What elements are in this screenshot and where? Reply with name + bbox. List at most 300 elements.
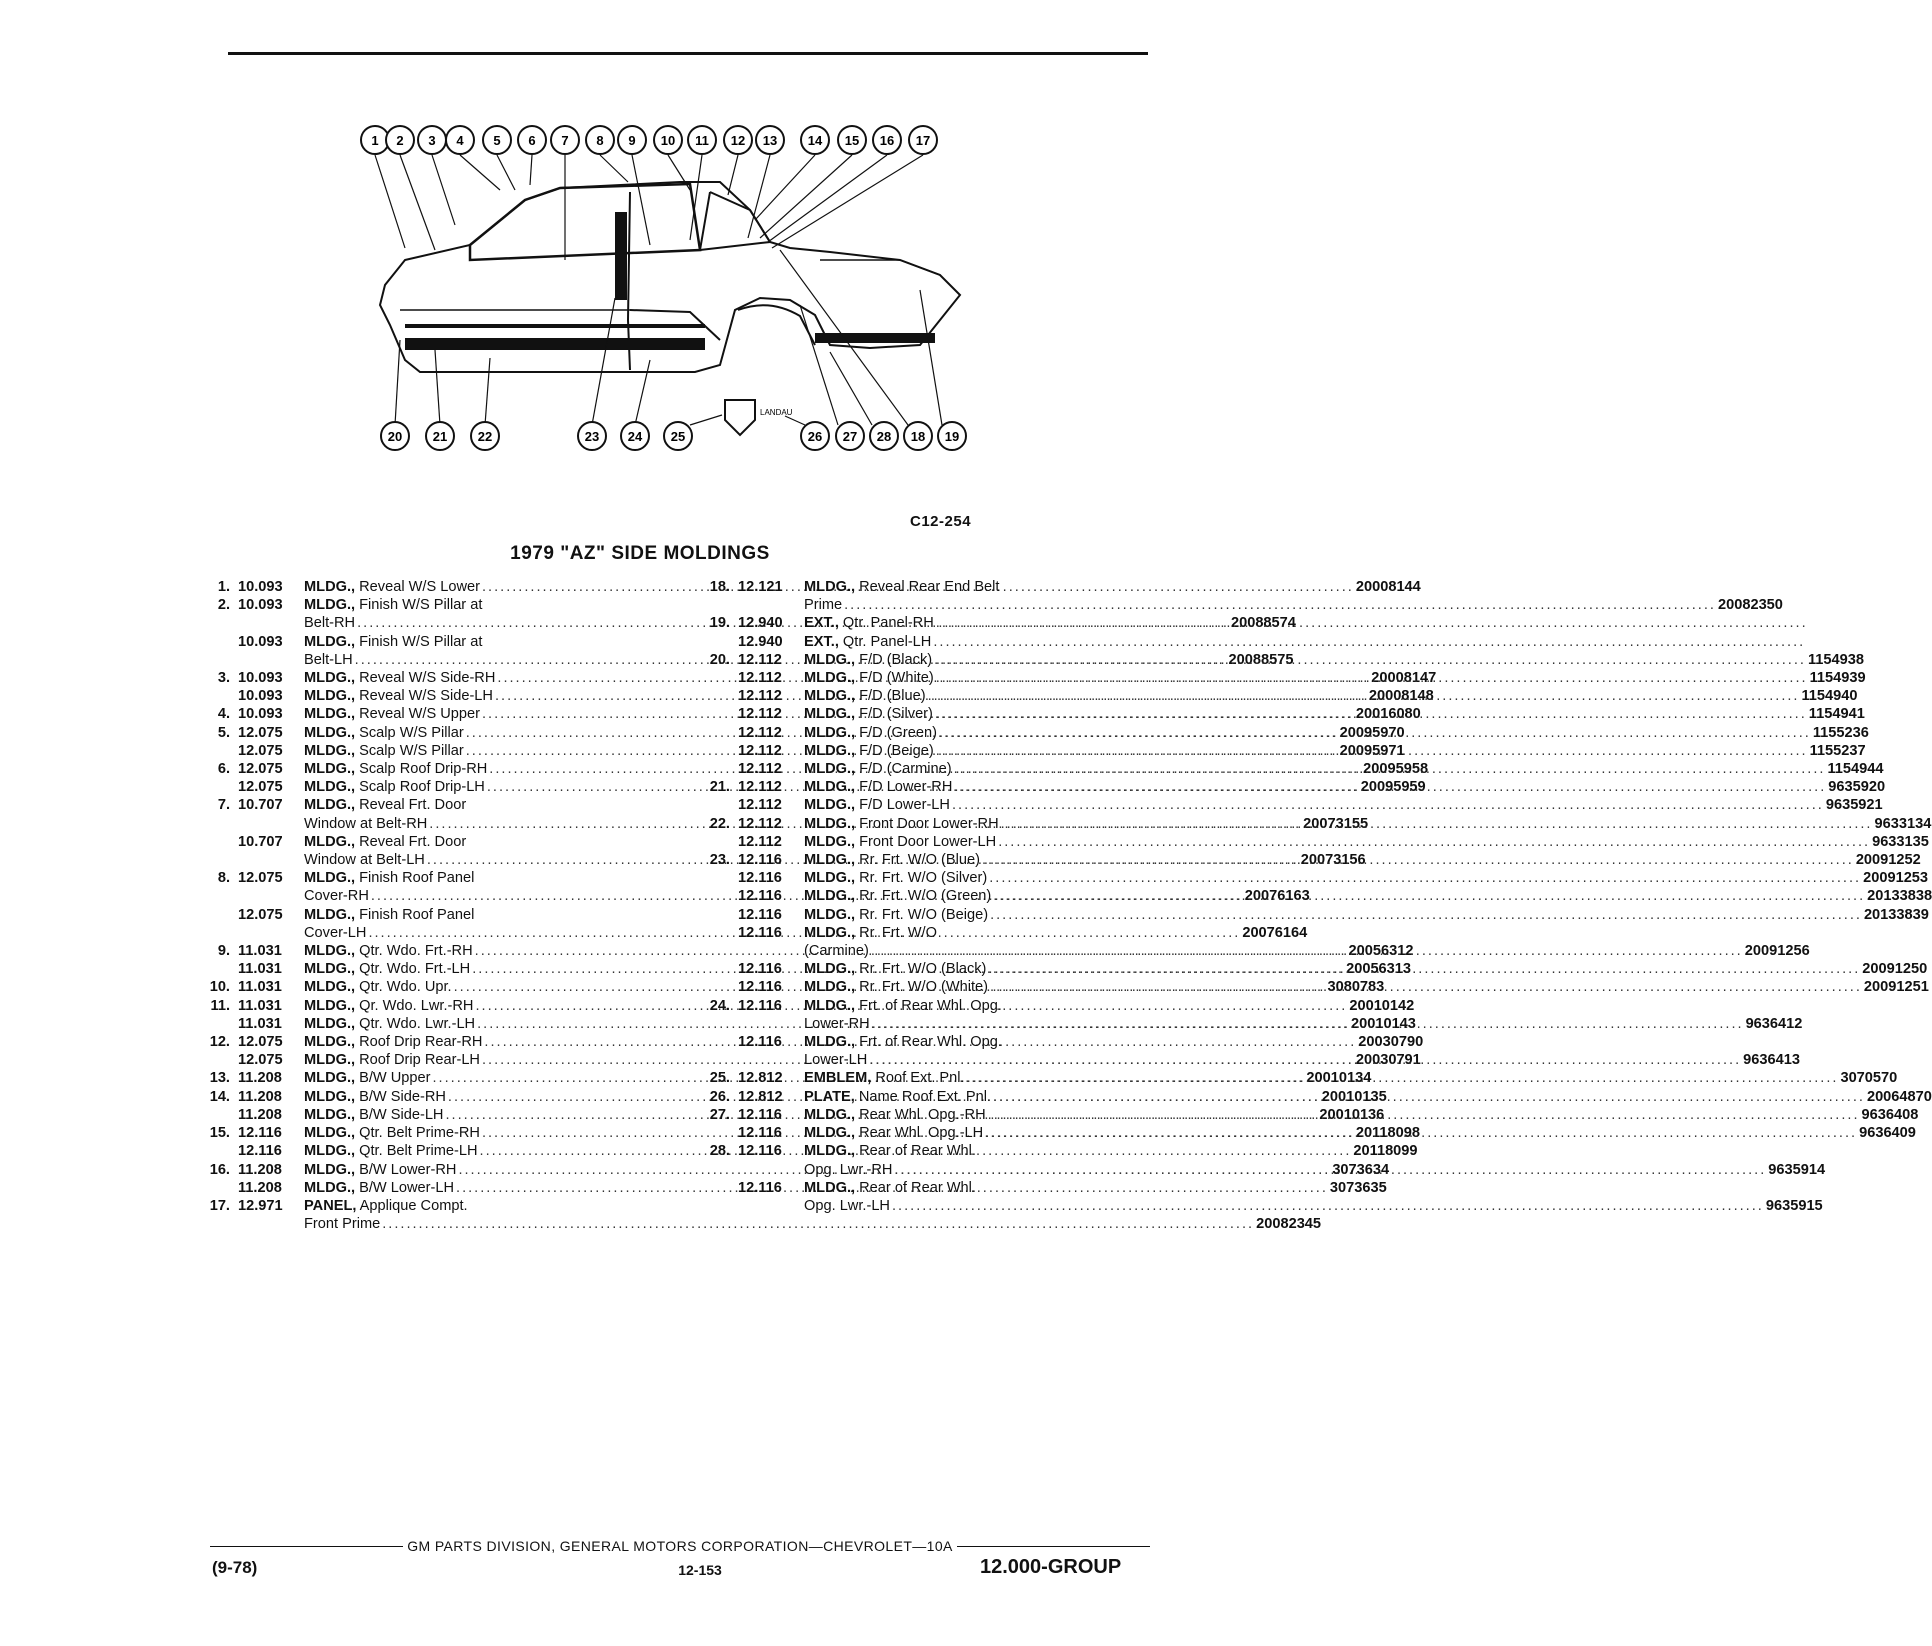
part-type: MLDG., <box>304 1052 356 1069</box>
description-line <box>804 778 1885 796</box>
dot-leader <box>939 724 1811 742</box>
description-text <box>804 778 952 796</box>
group-number: 10.093 <box>238 670 283 687</box>
description-text <box>804 1179 976 1197</box>
item-number <box>200 1106 238 1124</box>
description-text <box>304 1015 475 1033</box>
description-line <box>804 997 1802 1015</box>
part-name: Qtr. Belt Prime-RH <box>355 1125 480 1142</box>
part-description <box>804 869 1928 887</box>
description-line <box>804 578 1783 596</box>
group-number: 12.112 <box>738 724 782 741</box>
part-number: 1154941 <box>1808 706 1865 723</box>
part-type: EXT., <box>804 615 839 632</box>
description-text <box>304 1051 480 1069</box>
dot-leader <box>952 796 1824 814</box>
part-number: 20076164 <box>1242 924 1308 941</box>
description-text <box>304 669 495 687</box>
group-number: 12.112 <box>738 761 782 778</box>
part-name: Rr. Frt. W/O (Blue) <box>855 852 980 869</box>
part-name: B/W Upper <box>355 1070 431 1087</box>
description-text <box>304 906 474 924</box>
part-number: 20095958 <box>1363 761 1429 778</box>
part-number: 20064870 <box>1866 1088 1932 1105</box>
description-line <box>804 1197 1823 1215</box>
part-number: 9636409 <box>1859 1125 1916 1142</box>
part-name: Reveal W/S Lower <box>355 579 480 595</box>
part-name: Reveal W/S Side-RH <box>355 670 496 687</box>
description-line <box>804 687 1858 705</box>
description-text <box>804 960 986 978</box>
part-name: Front Door Lower-RH <box>855 815 999 832</box>
part-type: MLDG., <box>304 1143 356 1160</box>
description-line <box>804 1179 1823 1197</box>
part-name: Name Roof Ext. Pnl. <box>854 1088 992 1105</box>
description-text <box>304 760 487 778</box>
part-number: 20091250 <box>1862 961 1928 978</box>
part-name: F/D (Green) <box>855 724 937 741</box>
dot-leader <box>894 1161 1766 1179</box>
dot-leader <box>967 1069 1839 1087</box>
description-text <box>304 633 482 651</box>
part-description <box>804 705 1865 723</box>
item-number: 14. <box>209 1088 230 1105</box>
group-number: 12.112 <box>738 706 782 723</box>
item-number <box>700 869 738 887</box>
group-number: 12.116 <box>738 888 782 905</box>
group-number: 12.116 <box>738 852 782 869</box>
description-text <box>304 815 427 833</box>
callout-number: 16 <box>879 133 895 148</box>
item-number <box>700 924 738 960</box>
part-number: 1155236 <box>1812 724 1869 741</box>
part-number: 9635920 <box>1828 779 1886 796</box>
callout-number: 6 <box>528 133 536 148</box>
description-text <box>804 1161 892 1179</box>
part-type: MLDG., <box>804 742 856 759</box>
part-name: F/D (Silver) <box>855 706 933 723</box>
item-number: 17. <box>209 1197 230 1214</box>
part-description <box>804 578 1783 614</box>
description-line <box>804 960 1927 978</box>
part-number: 20008147 <box>1371 670 1437 687</box>
callout-number: 8 <box>596 133 604 148</box>
item-number: 4. <box>217 706 230 723</box>
callout-number: 1 <box>371 133 379 148</box>
part-type: MLDG., <box>304 1106 356 1123</box>
part-type: MLDG., <box>304 706 356 723</box>
callout-number: 12 <box>730 133 746 148</box>
part-number: 9635915 <box>1765 1197 1823 1214</box>
part-type: MLDG., <box>304 1161 356 1178</box>
item-number <box>700 633 738 651</box>
description-text <box>804 942 869 960</box>
part-name: Lower-RH <box>804 1015 870 1032</box>
part-description <box>804 887 1932 905</box>
part-type: MLDG., <box>804 888 856 905</box>
part-name: F/D (Blue) <box>855 688 926 705</box>
part-name: F/D Lower-LH <box>855 797 950 814</box>
callout-number: 23 <box>584 429 600 444</box>
group-number: 10.093 <box>238 706 283 723</box>
item-number <box>700 705 738 723</box>
group-number: 12.116 <box>738 997 782 1014</box>
dot-leader <box>872 1015 1744 1033</box>
footer-division: GM PARTS DIVISION, GENERAL MOTORS CORPORATION—CHEVROLET—10A <box>407 1538 953 1554</box>
part-type: MLDG., <box>304 742 356 759</box>
dot-leader <box>993 1088 1865 1106</box>
part-name: Rr. Frt. W/O (Beige) <box>855 906 989 923</box>
part-name: Scalp W/S Pillar <box>355 724 464 741</box>
part-number: 20133839 <box>1863 906 1929 923</box>
part-description <box>804 669 1866 687</box>
part-number: 9636408 <box>1861 1106 1919 1123</box>
group-number: 12.075 <box>238 870 283 887</box>
part-type: MLDG., <box>804 924 856 941</box>
description-line <box>804 1069 1897 1087</box>
part-type: MLDG., <box>804 1034 856 1051</box>
part-number: 1155237 <box>1809 742 1866 759</box>
parts-entry <box>700 869 1929 887</box>
group-code: 12.000-GROUP <box>980 1556 1122 1578</box>
group-number: 11.208 <box>238 1106 282 1123</box>
callout-number: 19 <box>944 429 960 444</box>
description-text <box>304 651 353 669</box>
item-number <box>700 1124 738 1142</box>
part-number: 20010143 <box>1350 1015 1416 1032</box>
part-description <box>804 760 1883 778</box>
description-line <box>804 924 1810 942</box>
part-name: Frt. of Rear Whl. Opg. <box>855 1034 1002 1051</box>
part-type: MLDG., <box>304 997 356 1014</box>
part-number: 20030791 <box>1355 1052 1421 1069</box>
part-type: MLDG., <box>304 579 356 595</box>
part-description <box>804 633 1190 651</box>
part-name: B/W Lower-LH <box>355 1179 455 1196</box>
part-number: 9635914 <box>1768 1161 1826 1178</box>
callout-number: 17 <box>915 133 931 148</box>
dot-leader <box>998 833 1870 851</box>
group-number: 12.112 <box>738 688 782 705</box>
description-line <box>804 1033 1800 1051</box>
part-type: MLDG., <box>304 779 356 796</box>
part-number: 1154940 <box>1801 688 1858 705</box>
part-number: 20088575 <box>1228 651 1294 668</box>
part-number: 20095971 <box>1339 742 1405 759</box>
part-number: 20056313 <box>1346 961 1412 978</box>
description-text <box>804 815 999 833</box>
item-number <box>700 833 738 851</box>
item-number <box>700 724 738 742</box>
description-line <box>804 869 1928 887</box>
part-number: 1154944 <box>1827 761 1884 778</box>
group-number: 10.093 <box>238 597 283 614</box>
dot-leader <box>933 633 1023 651</box>
part-type: MLDG., <box>304 961 356 978</box>
part-number: 3073635 <box>1329 1179 1387 1196</box>
group-number: 12.116 <box>738 1034 782 1051</box>
description-text <box>804 833 996 851</box>
part-name: F/D (Carmine) <box>855 761 952 778</box>
group-number: 12.112 <box>738 742 782 759</box>
description-text <box>304 833 466 851</box>
item-number <box>200 633 238 669</box>
group-number: 11.031 <box>238 979 282 996</box>
part-type: MLDG., <box>804 1179 856 1196</box>
part-description <box>804 1069 1897 1087</box>
part-name: Finish Roof Panel <box>355 906 475 923</box>
date-code: (9-78) <box>212 1558 258 1577</box>
description-text <box>804 851 980 869</box>
description-line <box>804 851 1921 869</box>
description-text <box>804 1142 976 1160</box>
part-name: B/W Side-LH <box>355 1106 444 1123</box>
part-name: Finish W/S Pillar at <box>355 597 483 614</box>
part-description <box>804 614 1190 632</box>
part-name: Cover-RH <box>304 888 369 905</box>
group-number: 12.116 <box>738 870 782 887</box>
part-name: Reveal W/S Side-LH <box>355 688 493 705</box>
part-number: 20056312 <box>1348 943 1414 960</box>
dot-leader <box>990 978 1862 996</box>
part-name: Rear Whl. Opg.-RH <box>855 1106 986 1123</box>
group-number: 11.208 <box>238 1088 282 1105</box>
dot-leader <box>989 869 1861 887</box>
description-line <box>804 1106 1918 1124</box>
group-number: 12.812 <box>738 1088 783 1105</box>
callout-number: 13 <box>762 133 778 148</box>
item-number <box>700 669 738 687</box>
description-text <box>304 778 485 796</box>
part-number: 20010136 <box>1319 1106 1385 1123</box>
item-number: 25. <box>709 1070 730 1087</box>
part-description <box>804 833 1929 851</box>
description-text <box>804 651 932 669</box>
item-number: 27. <box>709 1106 730 1123</box>
footer-rule-left <box>210 1546 403 1547</box>
group-number: 12.116 <box>238 1125 282 1142</box>
group-number: 10.093 <box>238 633 283 650</box>
description-text <box>304 869 474 887</box>
description-text <box>304 942 473 960</box>
callout-number: 28 <box>876 429 892 444</box>
part-name: Scalp Roof Drip-RH <box>355 761 488 778</box>
part-description <box>804 960 1927 978</box>
description-text <box>804 1051 867 1069</box>
item-number: 13. <box>209 1070 230 1087</box>
group-number: 10.093 <box>238 579 283 595</box>
part-description <box>804 1142 1825 1178</box>
item-number: 12. <box>209 1034 230 1051</box>
description-text <box>304 1215 380 1233</box>
group-number: 11.208 <box>238 1179 282 1196</box>
part-name: Applique Compt. <box>356 1197 468 1214</box>
part-name: Cover-LH <box>304 924 367 941</box>
description-text <box>304 742 464 760</box>
description-text <box>304 1033 482 1051</box>
part-description <box>804 924 1810 960</box>
description-text <box>304 1161 456 1179</box>
group-number: 12.116 <box>738 1179 782 1196</box>
description-text <box>804 578 999 596</box>
group-number: 12.116 <box>738 1143 782 1160</box>
part-type: MLDG., <box>304 1088 356 1105</box>
item-number <box>700 1033 738 1069</box>
description-text <box>804 1088 991 1106</box>
description-line <box>804 651 1864 669</box>
part-number: 9635921 <box>1825 797 1883 814</box>
group-number: 12.116 <box>738 1106 782 1123</box>
part-description <box>804 778 1885 796</box>
part-description <box>804 851 1921 869</box>
group-number: 10.707 <box>238 797 283 814</box>
dot-leader <box>844 596 1716 614</box>
description-text <box>804 669 934 687</box>
item-number: 6. <box>217 761 230 778</box>
part-type: MLDG., <box>304 761 356 778</box>
item-number <box>200 1179 238 1197</box>
part-name: Qtr. Panel-RH <box>838 615 934 632</box>
item-number <box>700 760 738 778</box>
bottom-callouts <box>381 422 966 450</box>
item-number <box>200 960 238 978</box>
parts-entry <box>700 906 1929 924</box>
part-description <box>804 796 1883 814</box>
part-name: Roof Ext. Pnl. <box>871 1070 965 1087</box>
group-number: 11.208 <box>238 1161 282 1178</box>
part-name: Qtr. Wdo. Frt.-RH <box>355 943 473 960</box>
part-description <box>804 1124 1916 1142</box>
part-type: MLDG., <box>304 1179 356 1196</box>
part-number: 20010134 <box>1306 1070 1372 1087</box>
callout-number: 4 <box>456 133 464 148</box>
description-text <box>304 796 466 814</box>
item-number <box>700 796 738 814</box>
group-number: 12.075 <box>238 906 283 923</box>
part-name: (Carmine) <box>804 943 869 960</box>
part-number: 3070570 <box>1840 1070 1898 1087</box>
item-number <box>700 887 738 905</box>
description-text <box>304 924 366 942</box>
dot-leader <box>954 760 1826 778</box>
description-text <box>304 705 480 723</box>
description-line <box>804 724 1869 742</box>
callout-number: 22 <box>477 429 493 444</box>
part-number: 20073155 <box>1303 815 1369 832</box>
group-number: 12.116 <box>738 924 782 941</box>
group-number: 12.112 <box>738 815 782 832</box>
item-number: 11. <box>210 997 230 1014</box>
description-text <box>804 869 987 887</box>
part-name: B/W Side-RH <box>355 1088 446 1105</box>
description-line <box>804 887 1932 905</box>
group-number: 12.112 <box>738 651 782 668</box>
part-type: MLDG., <box>804 870 856 887</box>
part-name: F/D (White) <box>855 670 934 687</box>
dot-leader <box>990 906 1862 924</box>
part-type: MLDG., <box>804 979 856 996</box>
group-number: 12.112 <box>738 779 782 796</box>
parts-entry <box>700 614 1190 632</box>
description-line <box>804 815 1931 833</box>
side-moldings-diagram <box>360 120 1020 500</box>
dot-leader <box>382 1215 1254 1233</box>
part-name: Reveal W/S Upper <box>355 706 480 723</box>
part-type: MLDG., <box>804 779 856 796</box>
description-line <box>304 1215 1321 1233</box>
description-line <box>804 1015 1802 1033</box>
part-name: Qtr. Belt Prime-LH <box>355 1143 478 1160</box>
description-text <box>304 960 470 978</box>
description-text <box>304 687 493 705</box>
part-number: 20082345 <box>1256 1216 1322 1233</box>
description-text <box>304 1106 443 1124</box>
part-type: MLDG., <box>804 670 856 687</box>
callout-number: 5 <box>493 133 501 148</box>
part-number: 9633135 <box>1872 833 1929 850</box>
dot-leader <box>871 942 1743 960</box>
part-number: 20091252 <box>1855 852 1921 869</box>
item-number <box>200 906 238 942</box>
part-number: 20082350 <box>1717 597 1783 614</box>
part-number: 20088574 <box>1230 615 1296 632</box>
part-name: Finish W/S Pillar at <box>355 633 483 650</box>
part-name: Front Prime <box>304 1216 381 1233</box>
part-name: Reveal Frt. Door <box>355 833 467 850</box>
part-description <box>804 1088 1932 1106</box>
part-type: MLDG., <box>304 688 356 705</box>
description-text <box>804 1124 983 1142</box>
part-number: 20091256 <box>1744 943 1810 960</box>
item-number: 7. <box>217 797 230 814</box>
part-name: Scalp Roof Drip-LH <box>355 779 485 796</box>
part-name: Opg. Lwr.-RH <box>804 1161 893 1178</box>
part-type: EMBLEM, <box>804 1070 872 1087</box>
part-type: MLDG., <box>304 1034 356 1051</box>
footer-rule-right <box>957 1546 1150 1547</box>
description-text <box>804 997 1002 1015</box>
description-text <box>304 596 482 614</box>
part-type: MLDG., <box>804 651 856 668</box>
part-description <box>804 742 1866 760</box>
top-callouts <box>361 126 937 154</box>
part-number: 1154939 <box>1809 670 1866 687</box>
figure-code: C12-254 <box>910 513 972 530</box>
part-name: Rr. Frt. W/O (White) <box>855 979 989 996</box>
item-number <box>200 833 238 869</box>
part-description <box>804 651 1864 669</box>
part-name: Belt-RH <box>304 615 356 632</box>
callout-number: 24 <box>627 429 643 444</box>
description-text <box>304 1142 478 1160</box>
item-number: 19. <box>709 615 730 632</box>
description-line <box>804 978 1929 996</box>
part-type: MLDG., <box>804 797 856 814</box>
item-number: 9. <box>217 943 230 960</box>
group-number: 12.116 <box>738 979 782 996</box>
part-number: 20010142 <box>1349 997 1415 1014</box>
callout-number: 14 <box>807 133 823 148</box>
callout-number: 27 <box>842 429 858 444</box>
description-text <box>804 633 931 651</box>
description-line <box>804 614 1190 632</box>
description-line <box>804 833 1929 851</box>
item-number <box>700 687 738 705</box>
description-text <box>804 742 934 760</box>
part-type: MLDG., <box>304 870 356 887</box>
part-type: MLDG., <box>304 979 356 996</box>
group-number: 12.940 <box>738 615 783 632</box>
